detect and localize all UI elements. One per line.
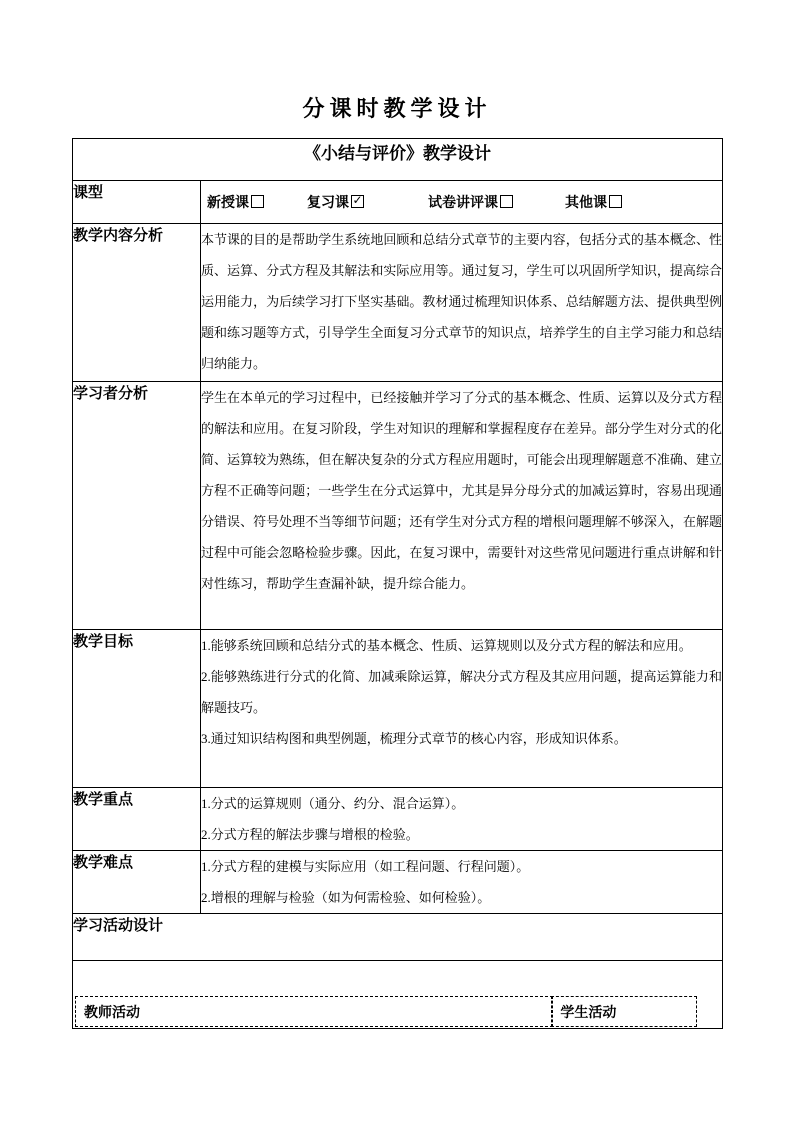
option-exam-review-lesson: 试卷讲评课 (428, 192, 513, 212)
teaching-difficulty-text: 1.分式方程的建模与实际应用（如工程问题、行程问题）。 2.增根的理解与检验（如为何需检验、如何检验）。 (201, 851, 723, 914)
teaching-difficulty-label: 教学难点 (73, 851, 201, 914)
teaching-focus-row (73, 788, 723, 851)
page-title: 分课时教学设计 (302, 96, 492, 121)
checkbox-exam-review-lesson[interactable] (500, 195, 513, 208)
content-analysis-text: 本节课的目的是帮助学生系统地回顾和总结分式章节的主要内容，包括分式的基本概念、性质、运算、分式方程及其解法和实际应用等。通过复习，学生可以巩固所学知识，提高综合运用能力，为后续学习打下坚实基础。教材通过梳理知识体系、总结解题方法、提供典型例题和练习题等方式，引导学生全面复习分式章节的知识点，培养学生的自主学习能力和总结归纳能力。 (201, 224, 723, 382)
activity-design-row (73, 914, 723, 961)
checkbox-new-lesson[interactable] (251, 195, 264, 208)
learner-analysis-row (73, 382, 723, 630)
teaching-goals-label: 教学目标 (73, 630, 201, 788)
learner-analysis-text: 学生在本单元的学习过程中，已经接触并学习了分式的基本概念、性质、运算以及分式方程的解法和应用。在复习阶段，学生对知识的理解和掌握程度存在差异。部分学生对分式的化简、运算较为熟练，但在解决复杂的分式方程应用题时，可能会出现理解题意不准确、建立方程不正确等问题；一些学生在分式运算中，尤其是异分母分式的加减运算时，容易出现通分错误、符号处理不当等细节问题；还有学生对分式方程的增根问题理解不够深入，在解题过程中可能会忽略检验步骤。因此，在复习课中，需要针对这些常见问题进行重点讲解和针对性练习，帮助学生查漏补缺，提升综合能力。 (201, 382, 723, 630)
activity-columns (75, 996, 697, 1027)
lesson-plan-table (72, 138, 723, 1029)
table-title: 《小结与评价》教学设计 (73, 139, 723, 181)
course-type-options (201, 181, 722, 223)
table-header-row (73, 139, 723, 181)
content-analysis-row (73, 224, 723, 382)
course-type-row (73, 181, 723, 224)
checkbox-other-lesson[interactable] (609, 195, 622, 208)
teaching-goals-text: 1.能够系统回顾和总结分式的基本概念、性质、运算规则以及分式方程的解法和应用。 2.能够熟练进行分式的化简、加减乘除运算，解决分式方程及其应用问题，提高运算能力和解题技巧。 3.通过知识结构图和典型例题，梳理分式章节的核心内容，形成知识体系。 (201, 630, 723, 788)
checkbox-review-lesson[interactable] (351, 195, 364, 208)
teacher-activity-box: 教师活动 (75, 996, 553, 1027)
student-activity-box: 学生活动 (551, 996, 697, 1027)
learner-analysis-label: 学习者分析 (73, 382, 201, 630)
activity-columns-cell (73, 961, 723, 1029)
content-analysis-label: 教学内容分析 (73, 224, 201, 382)
course-type-label: 课型 (73, 181, 201, 224)
activity-design-title: 学习活动设计 (73, 914, 723, 961)
option-other-lesson: 其他课 (565, 192, 622, 212)
activity-columns-row (73, 961, 723, 1029)
teaching-focus-text: 1.分式的运算规则（通分、约分、混合运算）。 2.分式方程的解法步骤与增根的检验。 (201, 788, 723, 851)
teaching-difficulty-row (73, 851, 723, 914)
teaching-focus-label: 教学重点 (73, 788, 201, 851)
option-review-lesson: 复习课 ✓ (307, 192, 364, 212)
option-new-lesson: 新授课 (207, 192, 264, 212)
teaching-goals-row (73, 630, 723, 788)
